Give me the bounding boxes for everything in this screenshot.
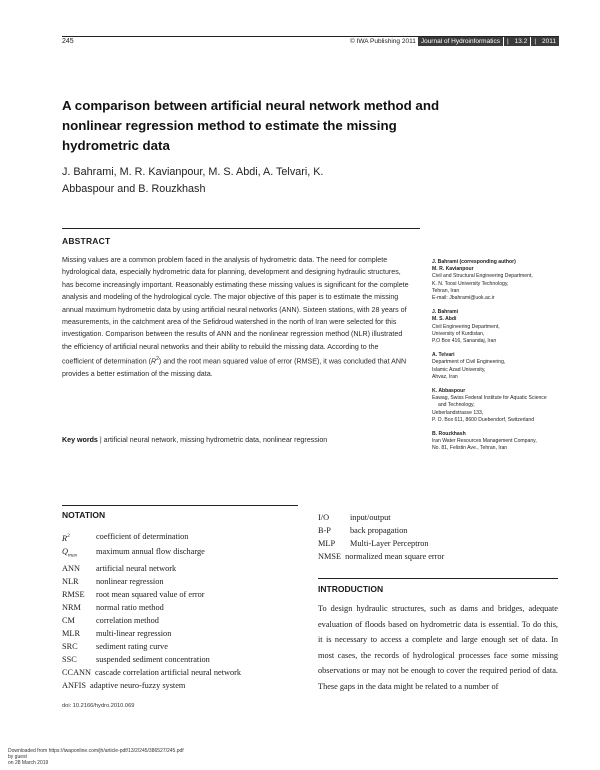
affiliation-block: A. Telvari Department of Civil Engineering, Islamic Azad University, Ahvaz, Iran	[432, 352, 506, 380]
author-list: J. Bahrami, M. R. Kavianpour, M. S. Abdi, A. Telvari, K. Abbaspour and B. Rouzkhash	[62, 166, 324, 195]
notation-row: CM correlation method	[62, 616, 159, 626]
keywords-text: artificial neural network, missing hydrometric data, nonlinear regression	[103, 436, 328, 444]
notation-row: NLR nonlinear regression	[62, 577, 164, 587]
notation-row: SSC suspended sediment concentration	[62, 655, 210, 665]
notation-row: I/O input/output	[318, 513, 391, 522]
abstract-text: Missing values are a common problem faced in the analysis of hydrometric data. The need for complete hydrological data, especially hydrometric data for planning, development and designing hydraulic structures, has become increasingly important. Reasonably estimating these missing values is significant for the complete analysis and modeling of the hydrological cycle. The major objective of this paper is to estimate the missing annual maximum hydrometric data by using artificial neural networks (ANN). Sixteen stations, with 28 years of measurements, in the catchment area of the Sefidroud watershed in the north of Iran were selected for this investigation. Comparison between the results of ANN and the nonlinear regression method (NLR) illustrated the efficiency of artificial neural networks and their ability to rebuild the missing data. According to the coefficient of determination $(R^2)$ and the root mean squared value of error (RMSE), it was concluded that ANN provides a better estimation of the missing data.	[62, 256, 409, 379]
affiliation-block: B. Rouzkhash Iran Water Resources Management Company, No. 81, Felistin Ave., Tehran, Iran	[432, 431, 537, 452]
introduction-rule	[318, 578, 558, 579]
notation-row: B-P back propagation	[318, 526, 408, 535]
keywords-label: Key words	[62, 436, 98, 444]
affiliations	[432, 259, 567, 460]
doi-line: doi: 10.2166/hydro.2010.069	[62, 703, 135, 709]
download-date: on 28 March 2019	[8, 760, 49, 766]
introduction-text: To design hydraulic structures, such as dams and bridges, adequate evaluation of floods based on hydrometric data is essential. To do this, it is necessary to access a complete and large enough set of data. In most cases, the records of hydrological processes face some missing observations or may not be enough to cover the required period of data. These gaps in the data might be related to a number of	[318, 604, 558, 691]
notation-row: RMSE root mean squared value of error	[62, 590, 205, 600]
publisher-label: © IWA Publishing 2011	[349, 38, 416, 45]
notation-row: ANFIS adaptive neuro-fuzzy system	[62, 681, 186, 691]
keywords-line: Key words | artificial neural network, missing hydrometric data, nonlinear regression	[62, 436, 328, 444]
notation-row: ANN artificial neural network	[62, 564, 177, 574]
download-footer	[8, 748, 184, 766]
notation-rule	[62, 505, 298, 506]
notation-row: MLR multi-linear regression	[62, 629, 172, 639]
affiliation-block: J. Bahrami M. S. Abdi Civil Engineering Department, University of Kurdistan, P.O Box 416, Sanandaj, Iran	[432, 309, 500, 345]
notation-list	[62, 530, 241, 692]
notation-row: MLP Multi-Layer Perceptron	[318, 539, 429, 548]
journal-year: 2011	[539, 37, 559, 46]
abstract-rule	[62, 228, 420, 229]
article-title: A comparison between artificial neural network method and nonlinear regression method to estimate the missing hydrometric data	[62, 98, 440, 153]
download-by: by guest	[8, 754, 27, 760]
journal-volume: 13.2	[512, 37, 531, 46]
notation-row: $R^2$ coefficient of determination	[62, 532, 189, 543]
download-source: Downloaded from https://iwaponline.com/jh/article-pdf/13/2/245/386527/245.pdf	[8, 748, 184, 754]
abstract-heading: ABSTRACT	[62, 236, 111, 246]
notation-heading: NOTATION	[62, 510, 106, 520]
notation-row: CCANN cascade correlation artificial neural network	[62, 668, 242, 678]
affiliation-block: K. Abbaspour Eawag, Swiss Federal Institute for Aquatic Science and Technology, Ueberlandstrasse 133, P. O. Box 611, 8600 Duebendorf, Switzerland	[432, 388, 547, 423]
journal-name: Journal of Hydroinformatics	[418, 37, 503, 46]
notation-row: $Q_{max}$ maximum annual flow discharge	[62, 546, 205, 559]
notation-row: SRC sediment rating curve	[62, 642, 168, 652]
journal-header: © IWA Publishing 2011 Journal of Hydroinformatics | 13.2 | 2011	[350, 38, 559, 45]
notation-list-continued	[318, 511, 444, 563]
page-number: 245	[62, 38, 74, 45]
notation-row: NRM normal ratio method	[62, 603, 164, 613]
affiliation-block: J. Bahrami (corresponding author) M. R. Kavianpour Civil and Structural Engineering Department, K. N. Toosi University Technology, Tehran, Iran E-mail: Jbahrami@uok.ac.ir	[432, 259, 533, 302]
introduction-heading: INTRODUCTION	[318, 584, 384, 594]
notation-row: NMSE normalized mean square error	[318, 552, 445, 561]
